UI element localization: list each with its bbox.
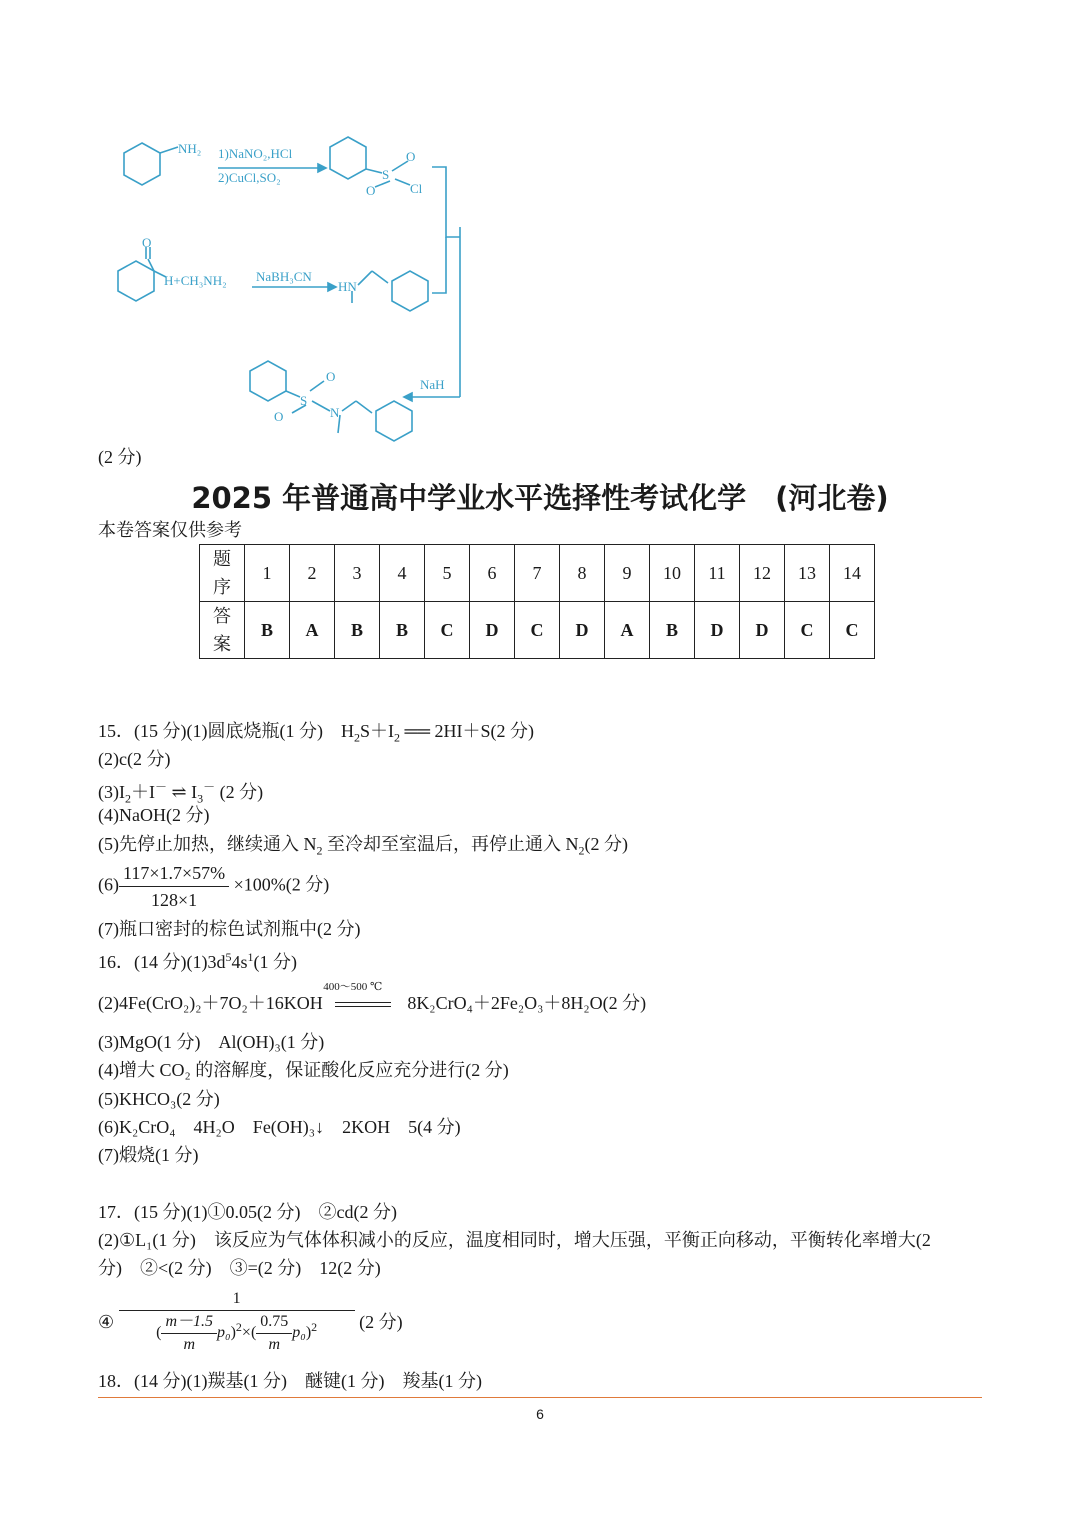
o-label: O — [366, 183, 376, 198]
answer-cell: A — [290, 602, 335, 659]
score-note: (2 分) — [98, 447, 142, 467]
number-cell: 3 — [335, 545, 380, 602]
benzene-ring-product-benzyl — [376, 401, 412, 441]
number-cell: 7 — [515, 545, 560, 602]
nh2-label: NH₂ — [178, 141, 202, 156]
number-cell: 12 — [740, 545, 785, 602]
q18-line1: 18．(14 分)(1)羰基(1 分) 醚键(1 分) 羧基(1 分) — [98, 1371, 482, 1391]
answer-cell: D — [740, 602, 785, 659]
number-cell: 4 — [380, 545, 425, 602]
q16-line3: (3)MgO(1 分) Al(OH)₃(1 分) — [98, 1032, 325, 1052]
s-label: S — [382, 167, 390, 182]
q16-line1: 16．(14 分)$(1)3d^54s^1(1$ 分) — [98, 950, 297, 972]
number-cell: 1 — [245, 545, 290, 602]
reagent-3: NaH — [420, 377, 445, 392]
reagent-2: NaBH₃CN — [256, 269, 312, 284]
header-cell: 题 序 — [200, 545, 245, 602]
page-number: 6 — [536, 1406, 544, 1422]
reagent-1b: 2)CuCl,SO₂ — [218, 170, 281, 185]
o-label: O — [406, 149, 416, 164]
benzene-ring-benzylamine — [392, 271, 428, 311]
table-row — [200, 545, 875, 602]
answer-cell: B — [245, 602, 290, 659]
answer-cell: D — [470, 602, 515, 659]
benzene-ring-benzaldehyde — [118, 261, 154, 301]
answer-cell: C — [425, 602, 470, 659]
q16-line5: (5)KHCO₃(2 分) — [98, 1089, 220, 1109]
q15-line1: 15．(15 分)(1)圆底烧瓶(1 分) $H_2S+I_2$ ══ 2HI＋S(2 分) — [98, 721, 534, 745]
number-cell: 10 — [650, 545, 695, 602]
q17-line1: 17．(15 分)(1)①0.05(2 分) ②cd(2 分) — [98, 1202, 397, 1222]
q15-line6: (6) $\frac{117\times 1.7\times 57\%}{128\times 1}$ ×100%(2 分) — [98, 860, 329, 913]
answer-table — [199, 544, 875, 659]
subtitle: 本卷答案仅供参考 — [98, 520, 242, 540]
cl-label: Cl — [410, 181, 423, 196]
answer-cell: B — [650, 602, 695, 659]
answer-cell: C — [515, 602, 560, 659]
reaction-scheme — [90, 125, 490, 445]
reaction-condition: 400～500 ℃ — [323, 991, 403, 1015]
answer-cell: B — [380, 602, 425, 659]
benzene-ring-aniline — [124, 143, 160, 185]
q15-line5: (5)先停止加热，继续通入 $N_2$ 至冷却至室温后，再停止通入 $N_2(2$ 分) — [98, 834, 628, 858]
number-cell: 11 — [695, 545, 740, 602]
hn-label: HN — [338, 279, 357, 294]
answer-cell: C — [785, 602, 830, 659]
benzene-ring-product — [250, 361, 286, 401]
answer-cell: B — [335, 602, 380, 659]
number-cell: 6 — [470, 545, 515, 602]
q17-line2: (2)①L₁(1 分) 该反应为气体体积减小的反应，温度相同时，增大压强，平衡正向移动，平衡转化率增大(2 — [98, 1230, 931, 1250]
answer-cell: D — [695, 602, 740, 659]
reactants-2: H+CH₃NH₂ — [164, 273, 227, 288]
answer-cell: A — [605, 602, 650, 659]
q17-line3: 分) ②<(2 分) ③=(2 分) 12(2 分) — [98, 1258, 381, 1278]
o-label: O — [142, 235, 152, 250]
q16-line6: (6)K₂CrO₄ 4H₂O Fe(OH)₃↓ 2KOH 5(4 分) — [98, 1117, 461, 1137]
number-cell: 8 — [560, 545, 605, 602]
q16-line7: (7)煅烧(1 分) — [98, 1145, 199, 1165]
q15-line3: $(3)I_2+I^-$ ⇌ $I_3^-$ (2 分) — [98, 780, 264, 806]
number-cell: 13 — [785, 545, 830, 602]
number-cell: 2 — [290, 545, 335, 602]
q15-line2: (2)c(2 分) — [98, 749, 171, 769]
number-cell: 5 — [425, 545, 470, 602]
fraction: $\frac{m-1.5}{m}$ — [161, 1311, 217, 1356]
q16-line4: (4)增大 CO₂ 的溶解度，保证酸化反应充分进行(2 分) — [98, 1060, 509, 1080]
number-cell: 9 — [605, 545, 650, 602]
table-row — [200, 602, 875, 659]
answer-cell: D — [560, 602, 605, 659]
s-label: S — [300, 393, 308, 408]
benzene-ring-sulfonyl — [330, 137, 366, 179]
fraction: $\frac{117\times 1.7\times 57\%}{128\times 1}$ — [119, 860, 229, 913]
o-label: O — [326, 369, 336, 384]
footer-divider — [98, 1397, 982, 1398]
reagent-1a: 1)NaNO₂,HCl — [218, 146, 293, 161]
n-label: N — [330, 405, 340, 420]
o-label: O — [274, 409, 284, 424]
answer-cell: C — [830, 602, 875, 659]
q17-line4: ④ 1 ( $\frac{m-1.5}{m}$ p₀)$^2$×( $\frac{0.75}{m}$ p₀)$^2$ (2 分) — [98, 1288, 403, 1356]
q15-line7: (7)瓶口密封的棕色试剂瓶中(2 分) — [98, 919, 361, 939]
q15-line4: (4)NaOH(2 分) — [98, 805, 210, 825]
fraction: $\frac{0.75}{m}$ — [256, 1311, 292, 1356]
number-cell: 14 — [830, 545, 875, 602]
fraction: 1 ( $\frac{m-1.5}{m}$ p₀)$^2$×( $\frac{0.75}{m}$ p₀)$^2$ — [119, 1288, 355, 1356]
page-title: 2025 年普通高中学业水平选择性考试化学 (河北卷) — [191, 481, 889, 515]
header-cell: 答 案 — [200, 602, 245, 659]
q16-line2: (2)4Fe(CrO₂)₂＋7O₂＋16KOH 400～500 ℃ 8K₂CrO₄＋2Fe₂O₃＋8H₂O(2 分) — [98, 981, 647, 1013]
